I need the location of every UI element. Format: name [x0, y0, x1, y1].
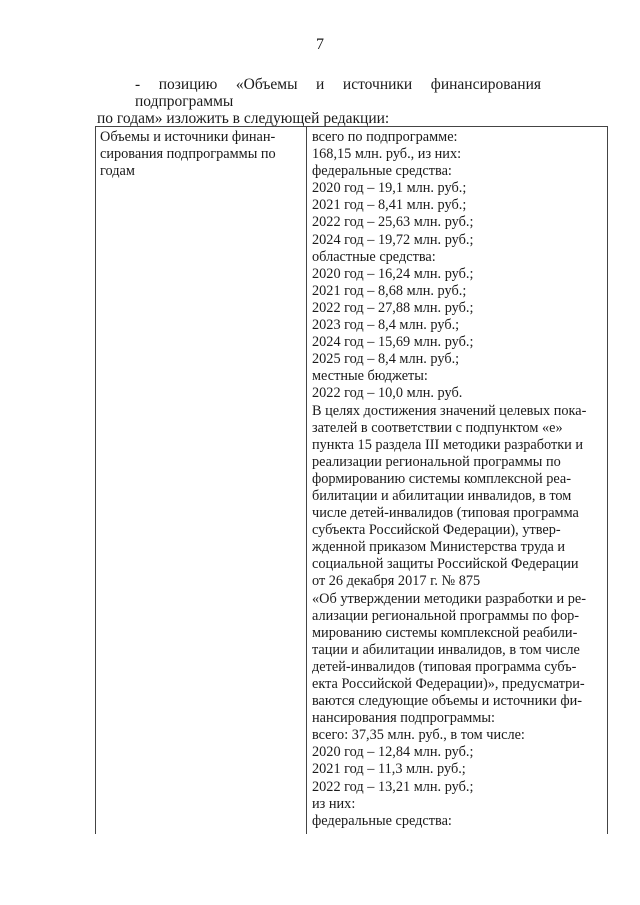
value-line: 2024 год – 15,69 млн. руб.; — [312, 334, 474, 351]
value-line: 168,15 млн. руб., из них: — [312, 146, 462, 163]
value-line: всего: 37,35 млн. руб., в том числе: — [312, 727, 525, 744]
label-cell — [100, 129, 300, 180]
label-line: Объемы и источники финан- — [100, 129, 276, 145]
value-line: нансирования подпрограммы: — [312, 710, 495, 727]
page-number: 7 — [316, 36, 324, 53]
value-line: 2024 год – 19,72 млн. руб.; — [312, 231, 474, 248]
value-line: ализации региональной программы по фор- — [312, 607, 580, 624]
intro-paragraph — [97, 76, 541, 127]
value-line: реализации региональной программы по — [312, 453, 561, 470]
intro-line-2: по годам» изложить в следующей редакции: — [97, 110, 390, 127]
value-line: формированию системы комплексной реа- — [312, 470, 571, 487]
value-line: 2020 год – 12,84 млн. руб.; — [312, 744, 474, 761]
value-line: от 26 декабря 2017 г. № 875 — [312, 573, 481, 590]
value-line: «Об утверждении методики разработки и ре- — [312, 590, 586, 607]
value-line: тации и абилитации инвалидов, в том числе — [312, 641, 580, 658]
intro-line-1: - позицию «Объемы и источники финансирования подпрограммы — [135, 76, 541, 110]
label-line: сирования подпрограммы по — [100, 146, 276, 162]
financing-table — [95, 126, 608, 834]
label-line: годам — [100, 163, 135, 179]
value-line: всего по подпрограмме: — [312, 129, 458, 145]
value-line: 2022 год – 25,63 млн. руб.; — [312, 214, 474, 231]
value-line: жденной приказом Министерства труда и — [312, 539, 566, 556]
value-line: 2025 год – 8,4 млн. руб.; — [312, 351, 460, 368]
value-line: 2020 год – 16,24 млн. руб.; — [312, 265, 474, 282]
value-line: мированию системы комплексной реабили- — [312, 624, 578, 641]
value-line: 2022 год – 10,0 млн. руб. — [312, 385, 463, 402]
value-line: областные средства: — [312, 248, 436, 265]
value-line: 2021 год – 8,41 млн. руб.; — [312, 197, 467, 214]
value-line: федеральные средства: — [312, 163, 452, 180]
value-line: 2022 год – 13,21 млн. руб.; — [312, 778, 474, 795]
value-line: билитации и абилитации инвалидов, в том — [312, 487, 572, 504]
value-line: местные бюджеты: — [312, 368, 428, 385]
value-line: субъекта Российской Федерации), утвер- — [312, 522, 561, 539]
value-line: ваются следующие объемы и источники фи- — [312, 693, 583, 710]
value-line: социальной защиты Российской Федерации — [312, 556, 579, 573]
value-line: 2020 год – 19,1 млн. руб.; — [312, 180, 467, 197]
value-line: екта Российской Федерации)», предусматри- — [312, 676, 585, 692]
value-cell — [312, 129, 604, 830]
value-line: 2022 год – 27,88 млн. руб.; — [312, 299, 474, 316]
value-line: из них: — [312, 795, 356, 812]
value-line: зателей в соответствии с подпунктом «е» — [312, 419, 563, 436]
value-line: 2023 год – 8,4 млн. руб.; — [312, 317, 460, 334]
column-divider — [306, 127, 307, 834]
value-line: детей-инвалидов (типовая программа субъ- — [312, 658, 577, 675]
value-line: 2021 год – 8,68 млн. руб.; — [312, 282, 467, 299]
value-line: 2021 год – 11,3 млн. руб.; — [312, 761, 466, 778]
value-line: числе детей-инвалидов (типовая программа — [312, 505, 579, 522]
value-line: пункта 15 раздела III методики разработки и — [312, 436, 584, 453]
value-line: В целях достижения значений целевых пока- — [312, 402, 587, 419]
value-line: федеральные средства: — [312, 812, 452, 829]
